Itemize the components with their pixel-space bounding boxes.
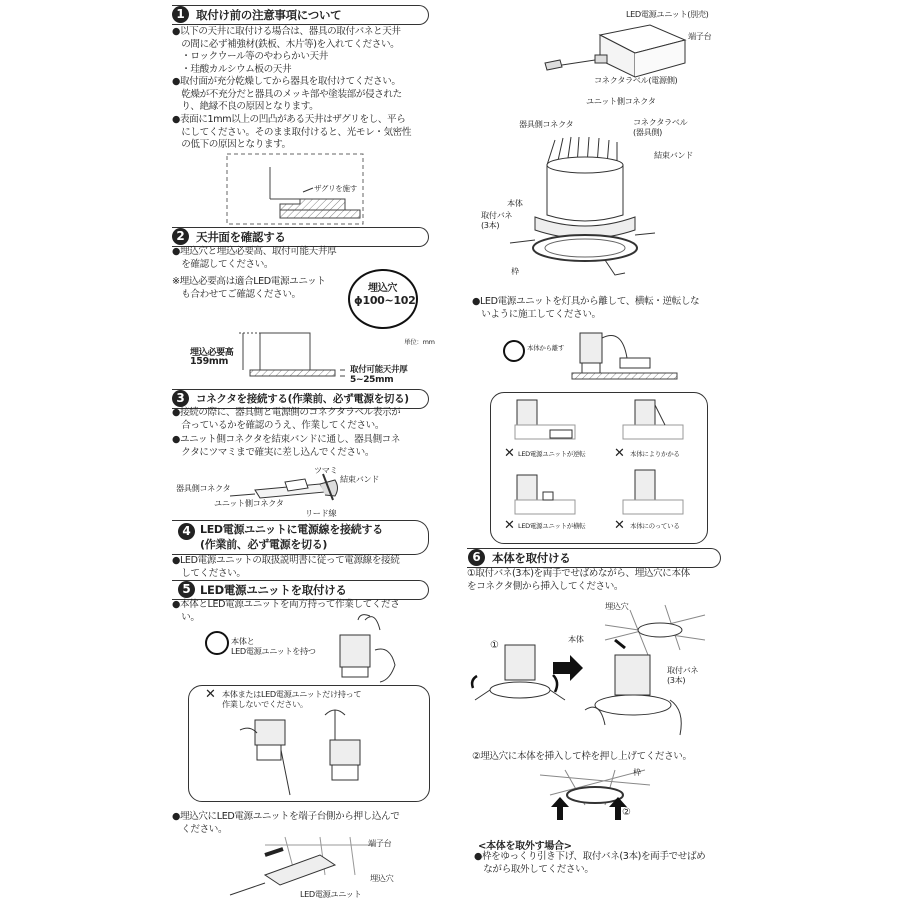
ng-cross-icon: ✕ (205, 687, 216, 702)
step2-note: ※埋込必要高は適合LED電源ユニット も合わせてご確認ください。 (172, 276, 326, 300)
hole-label: 埋込穴 (368, 283, 398, 294)
step4-text: ●LED電源ユニットの取扱説明書に従って電源線を接続 してください。 (172, 555, 400, 579)
ok-hold-both-label: 本体と LED電源ユニットを持つ (231, 636, 316, 656)
ng-cross-icon-4: ✕ (614, 518, 625, 533)
hole-label-bottom: 埋込穴 (370, 873, 394, 883)
step6-title: 本体を取付ける (492, 551, 571, 565)
ok-separate-label: 本体から離す (527, 344, 565, 352)
thickness-label: 取付可能天井厚 (350, 365, 408, 375)
connector-label-device-label: コネクタラベル (器具側) (633, 117, 688, 137)
step4-number: 4 (178, 523, 195, 540)
step6-text-2: ②埋込穴に本体を挿入して枠を押し上げてください。 (472, 751, 692, 762)
band-label-right: 結束バンド (654, 150, 693, 160)
unit-connector-label: ユニット側コネクタ (214, 498, 284, 508)
step5-text-2: ●埋込穴にLED電源ユニットを端子台側から押し込んで ください。 (172, 811, 400, 835)
step4-title: LED電源ユニットに電源線を接続する (作業前、必ず電源を切る) (200, 523, 383, 551)
hole-label-right: 埋込穴 (605, 601, 629, 611)
band-label: 結束バンド (340, 474, 379, 484)
step5-number: 5 (178, 581, 195, 598)
step3-number: 3 (172, 390, 189, 407)
ng-cross-icon-1: ✕ (504, 446, 515, 461)
terminal-block-label: 端子台 (688, 31, 712, 41)
ok-circle-icon-2 (503, 340, 525, 362)
step1-text-3: ●表面に1mm以上の凹凸がある天井はザグリをし、平ら にしてください。そのまま取付けると、光モレ・気密性 の低下の原因となります。 (172, 114, 412, 150)
ok-circle-icon (205, 631, 229, 655)
remove-title: <本体を取外す場合> (478, 841, 572, 852)
mid-instruction-text: ●LED電源ユニットを灯具から離して、横転・逆転しな いように施工してください。 (472, 296, 700, 320)
hold-both-illustration (330, 610, 410, 685)
step3-text-2: ●ユニット側コネクタを結束バンドに通し、器具側コネ クタにツマミまで確実に差し込んでください。 (172, 434, 401, 458)
ng-orientation-illustrations (495, 395, 705, 540)
connector-label-power-label: コネクタラベル(電源側) (594, 75, 678, 85)
step2-text-1: ●埋込穴と埋込必要高、取付可能天井厚 を確認してください。 (172, 246, 337, 270)
ng-on-body-label: 本体にのっている (630, 522, 680, 530)
device-connector-label-right: 器具側コネクタ (519, 119, 574, 129)
downlight-body-illustration (505, 135, 665, 285)
height-label: 埋込必要高 (190, 348, 234, 358)
step6-text-1: ①取付バネ(3本)を両手でせばめながら、埋込穴に本体 をコネクタ側から挿入してください。 (467, 568, 690, 592)
unit-connector-label-right: ユニット側コネクタ (586, 96, 656, 106)
circle-1-label: ① (490, 640, 499, 651)
hole-size: ϕ100~102 (354, 294, 416, 307)
step1-text-1: ●以下の天井に取付ける場合は、器具の取付バネと天井 の間に必ず補強材(鉄板、木片等)を入れてください。 ・ロックウール等のやわらかい天井 ・珪酸カルシウム板の天井 (172, 26, 401, 75)
step2-number: 2 (172, 228, 189, 245)
circle-2-label: ② (622, 807, 631, 818)
ng-reversed-label: LED電源ユニットが逆転 (518, 450, 586, 458)
remove-text: ●枠をゆっくり引き下げ、取付バネ(3本)を両手でせばめ ながら取外してください。 (474, 851, 706, 875)
frame-label-right: 枠 (633, 767, 641, 777)
ng-hold-one-label: 本体またはLED電源ユニットだけ持って 作業しないでください。 (222, 689, 362, 709)
step6-number: 6 (468, 549, 485, 566)
zaguri-label: ザグリを施す (314, 184, 357, 193)
device-connector-label: 器具側コネクタ (176, 483, 231, 493)
step3-text-1: ●接続の際に、器具側と電源側のコネクタラベル表示が 合っているかを確認のうえ、作業してください。 (172, 407, 401, 431)
separate-illustration (572, 318, 682, 388)
unit-note: 単位：mm (404, 338, 435, 346)
ng-sideways-label: LED電源ユニットが横転 (518, 522, 586, 530)
step1-number: 1 (172, 6, 189, 23)
body-label-right: 本体 (568, 634, 584, 644)
ng-leaning-label: 本体によりかかる (630, 450, 680, 458)
step3-title: コネクタを接続する(作業前、必ず電源を切る) (196, 393, 409, 405)
thickness-value: 5~25mm (350, 375, 394, 385)
step1-text-2: ●取付面が充分乾燥してから器具を取付けてください。 乾燥が不充分だと器具のメッキ部や塗装部が侵された り、絶縁不良の原因となります。 (172, 76, 402, 112)
ng-cross-icon-3: ✕ (504, 518, 515, 533)
step5-text-1: ●本体とLED電源ユニットを両方持って作業してくださ い。 (172, 599, 400, 623)
frame-label: 枠 (511, 266, 519, 276)
step2-title: 天井面を確認する (196, 230, 286, 244)
height-value: 159mm (190, 356, 229, 367)
step5-title: LED電源ユニットを取付ける (200, 583, 347, 597)
spring-label-right: 取付バネ (3本) (667, 665, 699, 685)
step1-title: 取付け前の注意事項について (196, 8, 342, 22)
lead-wire-label: リード線 (305, 508, 337, 518)
led-unit-label: LED電源ユニット (300, 889, 362, 899)
led-unit-sold-separately-label: LED電源ユニット(別売) (626, 9, 709, 19)
terminal-label: 端子台 (368, 838, 392, 848)
tsumami-label: ツマミ (314, 465, 338, 475)
body-label: 本体 (507, 198, 523, 208)
spring-label: 取付バネ (3本) (481, 210, 513, 230)
ng-cross-icon-2: ✕ (614, 446, 625, 461)
ng-hold-illustration (235, 705, 395, 800)
